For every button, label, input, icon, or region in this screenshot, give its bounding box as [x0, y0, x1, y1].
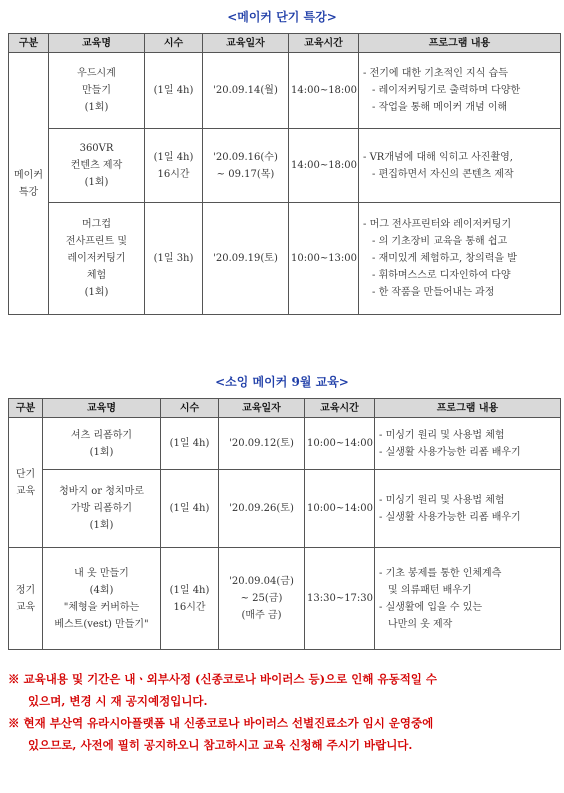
program-cell: - 기초 봉제를 통한 인체계측 및 의류패턴 배우기 - 실생활에 입을 수 있는 나만의 옷 제작 [375, 548, 561, 650]
date-cell: '20.09.26(토) [219, 470, 305, 548]
header-category: 구분 [9, 399, 43, 418]
category-cell: 메이커 특강 [9, 53, 49, 315]
table-header-row [9, 34, 561, 53]
table-row [9, 53, 561, 129]
header-date: 교육일자 [219, 399, 305, 418]
table-row [9, 418, 561, 470]
category-cell: 정기 교육 [9, 548, 43, 650]
date-cell: '20.09.16(수) ~ 09.17(목) [203, 129, 289, 203]
date-cell: '20.09.12(토) [219, 418, 305, 470]
program-cell: - 머그 전사프린터와 레이저커팅기 - 의 기초장비 교육을 통해 쉽고 - 재미있게 체험하고, 창의력을 발 - 휘하며스스로 디자인하여 다양 - 한 작품을 만들어내는 과정 [359, 203, 561, 315]
program-cell: - 전기에 대한 기초적인 지식 습득 - 레이저커팅기로 출력하며 다양한 - 작업을 통해 메이커 개념 이해 [359, 53, 561, 129]
note-item [8, 668, 560, 712]
date-cell: '20.09.19(토) [203, 203, 289, 315]
sewing-maker-table [8, 398, 561, 650]
header-time: 교육시간 [305, 399, 375, 418]
time-cell: 10:00~14:00 [305, 470, 375, 548]
hours-cell: (1일 4h) [145, 53, 203, 129]
header-hours: 시수 [145, 34, 203, 53]
header-program: 프로그램 내용 [375, 399, 561, 418]
table-row [9, 548, 561, 650]
header-course-name: 교육명 [49, 34, 145, 53]
program-cell: - 미싱기 원리 및 사용법 체험 - 실생활 사용가능한 리폼 배우기 [375, 470, 561, 548]
course-name-cell: 머그컵 전사프린트 및 레이저커팅기 체험 (1회) [49, 203, 145, 315]
reference-mark-icon: ※ [8, 672, 20, 686]
table-row [9, 203, 561, 315]
program-cell: - 미싱기 원리 및 사용법 체험 - 실생활 사용가능한 리폼 배우기 [375, 418, 561, 470]
date-cell: '20.09.14(월) [203, 53, 289, 129]
reference-mark-icon: ※ [8, 716, 20, 730]
time-cell: 13:30~17:30 [305, 548, 375, 650]
hours-cell: (1일 4h) [161, 470, 219, 548]
hours-cell: (1일 3h) [145, 203, 203, 315]
time-cell: 14:00~18:00 [289, 129, 359, 203]
time-cell: 14:00~18:00 [289, 53, 359, 129]
hours-cell: (1일 4h) [161, 418, 219, 470]
header-category: 구분 [9, 34, 49, 53]
header-course-name: 교육명 [43, 399, 161, 418]
hours-cell: (1일 4h) 16시간 [145, 129, 203, 203]
table-row [9, 129, 561, 203]
course-name-cell: 360VR 컨텐츠 제작 (1회) [49, 129, 145, 203]
note-item [8, 712, 560, 756]
notes-section [8, 668, 560, 756]
program-cell: - VR개념에 대해 익히고 사진촬영, - 편집하면서 자신의 콘텐츠 제작 [359, 129, 561, 203]
header-program: 프로그램 내용 [359, 34, 561, 53]
note-text: 있으므로, 사전에 필히 공지하오니 참고하시고 교육 신청해 주시기 바랍니다. [28, 738, 413, 752]
date-cell: '20.09.04(금) ~ 25(금) (매주 금) [219, 548, 305, 650]
note-text: 교육내용 및 기간은 내ㆍ외부사정 (신종코로나 바이러스 등)으로 인해 유동적일 수 [23, 672, 438, 686]
note-text: 현재 부산역 유라시아플랫폼 내 신종코로나 바이러스 선별진료소가 임시 운영중에 [23, 716, 434, 730]
section2-title: <소잉 메이커 9월 교육> [215, 375, 349, 389]
header-hours: 시수 [161, 399, 219, 418]
course-name-cell: 셔츠 리폼하기 (1회) [43, 418, 161, 470]
time-cell: 10:00~13:00 [289, 203, 359, 315]
table-header-row [9, 399, 561, 418]
note-text: 있으며, 변경 시 재 공지예정입니다. [28, 694, 208, 708]
course-name-cell: 우드시계 만들기 (1회) [49, 53, 145, 129]
time-cell: 10:00~14:00 [305, 418, 375, 470]
section1-title: <메이커 단기 특강> [227, 10, 337, 24]
hours-cell: (1일 4h) 16시간 [161, 548, 219, 650]
header-time: 교육시간 [289, 34, 359, 53]
course-name-cell: 청바지 or 청치마로 가방 리폼하기 (1회) [43, 470, 161, 548]
table-row [9, 470, 561, 548]
header-date: 교육일자 [203, 34, 289, 53]
category-cell: 단기 교육 [9, 418, 43, 548]
course-name-cell: 내 옷 만들기 (4회) "체형을 커버하는 베스트(vest) 만들기" [43, 548, 161, 650]
maker-special-table [8, 33, 561, 315]
